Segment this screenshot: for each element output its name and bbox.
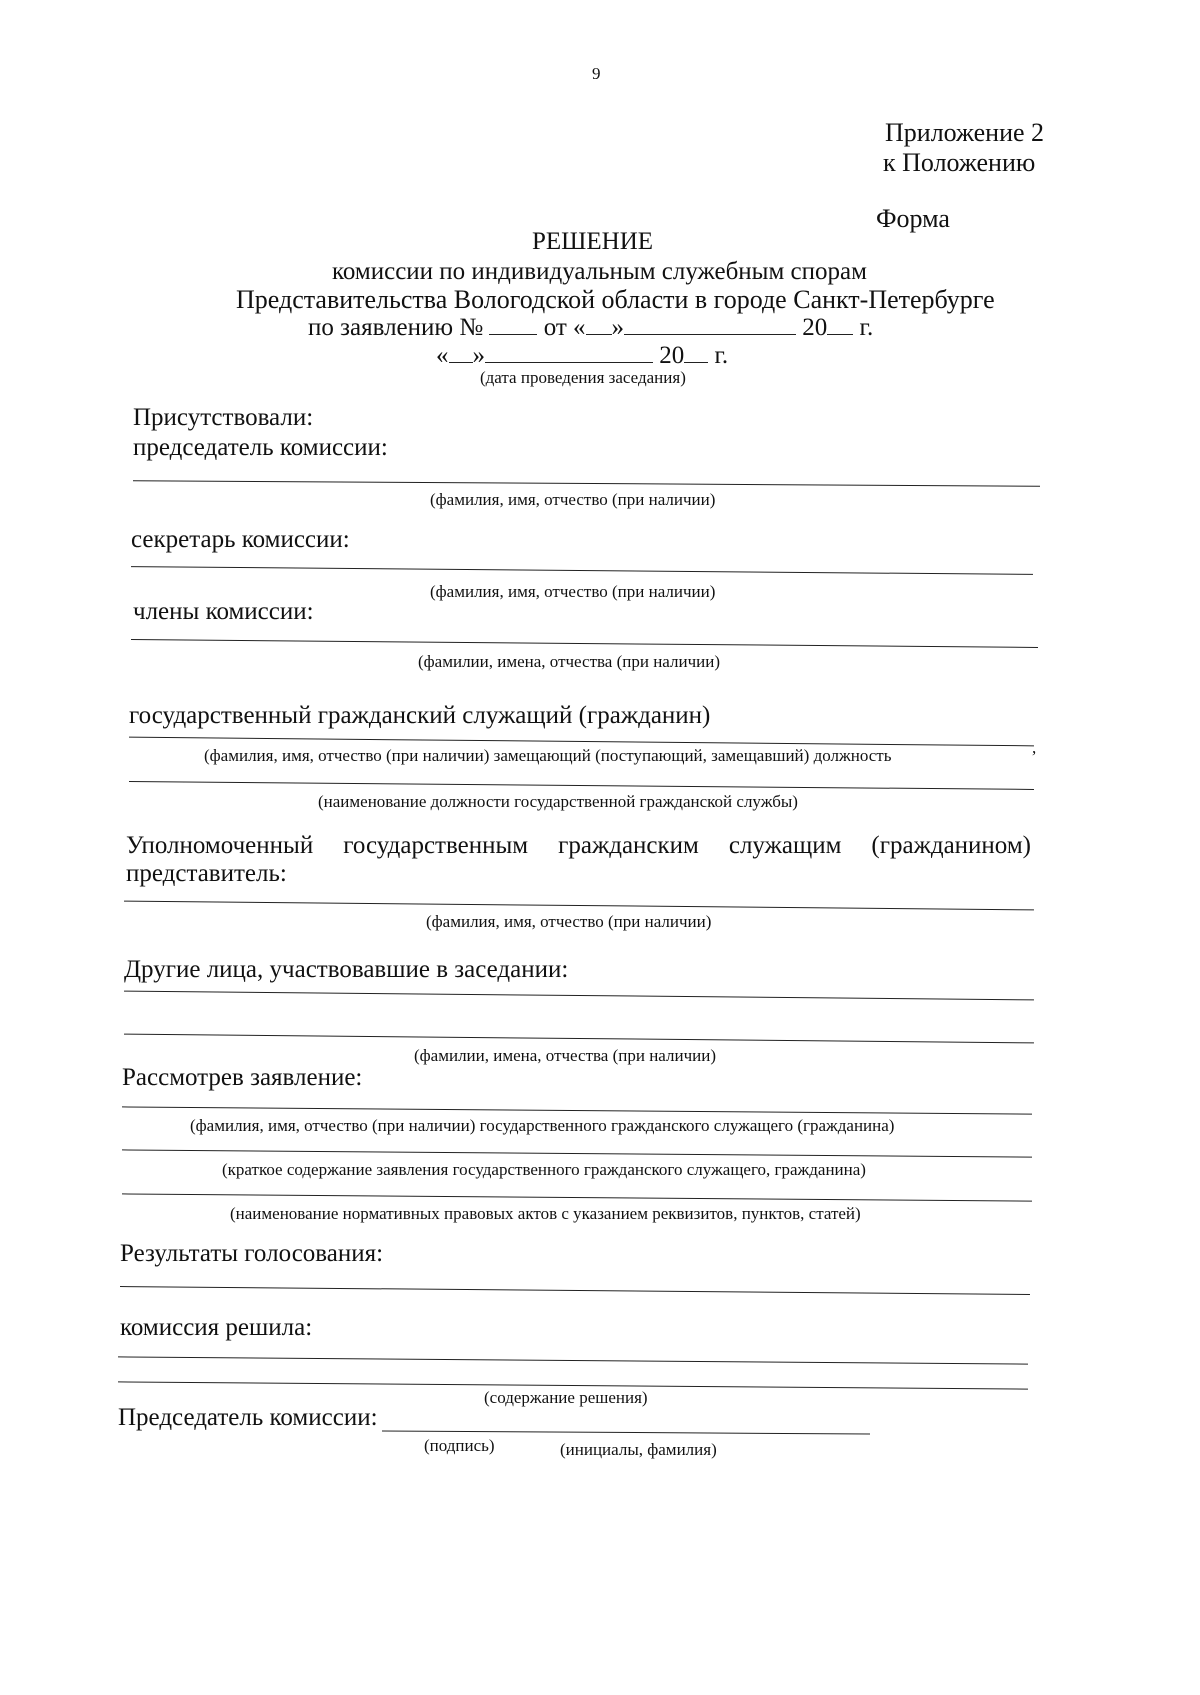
applicant-name-field[interactable] [122,1106,1032,1114]
others-caption: (фамилии, имена, отчества (при наличии) [414,1046,716,1065]
meeting-day-field[interactable] [449,340,473,363]
representative-label: представитель: [126,860,287,887]
meeting-year-field[interactable] [684,340,708,363]
application-year-field[interactable] [827,312,853,335]
representative-line-1 [126,832,1031,860]
quote-open: « [436,342,449,369]
appendix-line-2: к Положению [883,148,1036,177]
application-summary-field[interactable] [122,1149,1032,1157]
representative-word: государственным [343,832,529,859]
legal-acts-field[interactable] [122,1193,1032,1201]
secretary-label: секретарь комиссии: [131,526,350,553]
meeting-date-line [436,340,728,370]
chairman-name-field[interactable] [133,480,1040,487]
year-suffix: г. [859,314,874,341]
decided-label: комиссия решила: [120,1314,313,1341]
voting-label: Результаты голосования: [120,1240,384,1267]
quote-close: » [472,342,485,369]
title-line-1: комиссии по индивидуальным служебным спорам [332,258,867,285]
signature-label: Председатель комиссии: [118,1404,378,1431]
secretary-name-field[interactable] [131,566,1033,575]
document-heading: РЕШЕНИЕ [532,228,654,255]
application-day-field[interactable] [586,312,612,335]
members-label: члены комиссии: [133,598,314,625]
representative-word: (гражданином) [871,832,1031,859]
considered-caption-1: (фамилия, имя, отчество (при наличии) государственного гражданского служащего (гражданина) [190,1116,895,1135]
representative-word: Уполномоченный [126,832,314,859]
quote-close: » [611,314,625,341]
members-caption: (фамилии, имена, отчества (при наличии) [418,652,720,671]
comma-mark: , [1032,738,1037,757]
others-label: Другие лица, участвовавшие в заседании: [124,956,569,983]
decision-caption: (содержание решения) [484,1388,648,1407]
position-field[interactable] [129,781,1034,790]
others-names-field-2[interactable] [124,1034,1034,1044]
application-number-field[interactable] [489,312,537,335]
year-prefix: 20 [659,342,685,369]
considered-caption-3: (наименование нормативных правовых актов с указанием реквизитов, пунктов, статей) [230,1204,861,1223]
position-caption: (наименование должности государственной гражданской службы) [318,792,798,811]
chairman-label: председатель комиссии: [133,434,388,461]
others-names-field-1[interactable] [124,991,1034,1001]
year-suffix: г. [714,342,729,369]
members-names-field[interactable] [131,639,1038,648]
appendix-line-1: Приложение 2 [885,118,1045,147]
application-label: по заявлению № [308,314,484,341]
signature-caption: (подпись) [424,1436,495,1455]
considered-caption-2: (краткое содержание заявления государственного гражданского служащего, гражданина) [222,1160,866,1179]
voting-results-field[interactable] [120,1286,1030,1295]
decision-field-1[interactable] [118,1356,1028,1364]
application-month-field[interactable] [624,312,796,335]
meeting-date-caption: (дата проведения заседания) [480,368,686,387]
civil-servant-label: государственный гражданский служащий (гражданин) [129,702,711,729]
secretary-caption: (фамилия, имя, отчество (при наличии) [430,582,716,601]
considered-label: Рассмотрев заявление: [122,1064,363,1091]
civil-servant-name-field[interactable] [129,737,1034,747]
page-number: 9 [592,64,601,83]
civil-servant-caption: (фамилия, имя, отчество (при наличии) замещающий (поступающий, замещавший) должность [204,746,892,765]
date-from-label: от « [543,314,586,341]
signature-field[interactable] [382,1431,870,1435]
representative-name-field[interactable] [124,901,1034,911]
representative-word: служащим [728,832,842,859]
form-label: Форма [876,204,950,233]
title-line-2: Представительства Вологодской области в городе Санкт-Петербурге [236,285,995,314]
meeting-month-field[interactable] [485,340,653,363]
representative-caption: (фамилия, имя, отчество (при наличии) [426,912,712,931]
representative-word: гражданским [558,832,699,859]
year-prefix: 20 [802,314,828,341]
initials-caption: (инициалы, фамилия) [560,1440,717,1459]
present-label: Присутствовали: [133,404,314,431]
application-number-line [308,312,873,342]
chairman-caption: (фамилия, имя, отчество (при наличии) [430,490,716,509]
